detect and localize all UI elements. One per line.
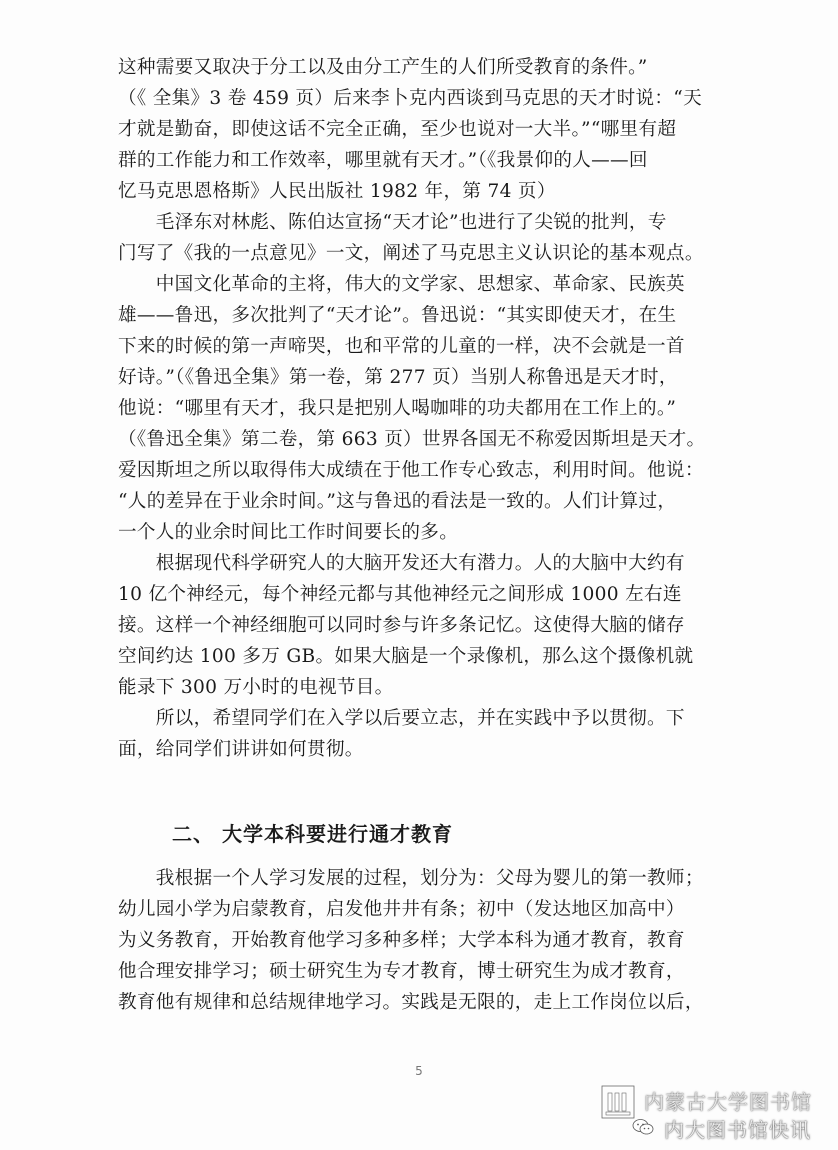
body-line: 门写了《我的一点意见》一文，阐述了马克思主义认识论的基本观点。 — [118, 243, 704, 264]
body-text-block — [118, 52, 730, 765]
body-line: 下来的时候的第一声啼哭，也和平常的儿童的一样，决不会就是一首 — [118, 336, 685, 357]
body-line: 根据现代科学研究人的大脑开发还大有潜力。人的大脑中大约有 — [118, 553, 685, 574]
body-line: 忆马克思恩格斯》人民出版社 1982 年，第 74 页） — [118, 181, 556, 202]
body-line: （《鲁迅全集》第二卷，第 663 页）世界各国无不称爱因斯坦是天才。 — [118, 429, 706, 450]
body-line: 能录下 300 万小时的电视节目。 — [118, 677, 394, 698]
watermark-title: 内蒙古大学图书馆 — [644, 1090, 812, 1114]
section-line: 他合理安排学习；硕士研究生为专才教育，博士研究生为成才教育， — [118, 961, 685, 982]
section-text-block — [118, 863, 730, 1018]
body-line: 群的工作能力和工作效率，哪里就有天才。”（《我景仰的人——回 — [118, 150, 648, 171]
body-line: “人的差异在于业余时间。”这与鲁迅的看法是一致的。人们计算过， — [118, 491, 677, 512]
body-line: 中国文化革命的主将，伟大的文学家、思想家、革命家、民族英 — [118, 274, 685, 295]
body-line: 一个人的业余时间比工作时间要长的多。 — [118, 522, 459, 543]
body-line: （《 全集》3 卷 459 页）后来李卜克内西谈到马克思的天才时说：“天 — [118, 88, 702, 109]
library-logo-icon — [600, 1084, 636, 1120]
watermark — [592, 1080, 832, 1146]
body-line: 10 亿个神经元，每个神经元都与其他神经元之间形成 1000 左右连 — [118, 584, 682, 605]
body-line: 空间约达 100 多万 GB。如果大脑是一个录像机，那么这个摄像机就 — [118, 646, 694, 667]
body-line: 面，给同学们讲讲如何贯彻。 — [118, 739, 364, 760]
body-line: 好诗。”（《鲁迅全集》第一卷，第 277 页）当别人称鲁迅是天才时， — [118, 367, 678, 388]
section-line: 为义务教育，开始教育他学习多种多样；大学本科为通才教育，教育 — [118, 930, 685, 951]
page-number: 5 — [415, 1064, 423, 1078]
body-line: 才就是勤奋，即使这话不完全正确，至少也说对一大半。”“哪里有超 — [118, 119, 677, 140]
body-line: 毛泽东对林彪、陈伯达宣扬“天才论”也进行了尖锐的批判，专 — [118, 212, 667, 233]
body-line: 接。这样一个神经细胞可以同时参与许多条记忆。这使得大脑的储存 — [118, 615, 685, 636]
body-line: 雄——鲁迅，多次批判了“天才论”。鲁迅说：“其实即使天才，在生 — [118, 305, 677, 326]
body-line: 这种需要又取决于分工以及由分工产生的人们所受教育的条件。” — [118, 57, 648, 78]
section-heading: 二、 大学本科要进行通才教育 — [172, 822, 453, 846]
section-line: 教育他有规律和总结规律地学习。实践是无限的，走上工作岗位以后， — [118, 992, 704, 1013]
wechat-icon — [632, 1118, 654, 1136]
body-line: 所以，希望同学们在入学以后要立志，并在实践中予以贯彻。下 — [118, 708, 685, 729]
section-line: 我根据一个人学习发展的过程，划分为：父母为婴儿的第一教师； — [118, 868, 704, 889]
watermark-account: 内大图书馆快讯 — [664, 1118, 811, 1142]
body-line: 他说：“哪里有天才，我只是把别人喝咖啡的功夫都用在工作上的。” — [118, 398, 677, 419]
section-line: 幼儿园小学为启蒙教育，启发他井井有条；初中（发达地区加高中） — [118, 899, 685, 920]
body-line: 爱因斯坦之所以取得伟大成绩在于他工作专心致志，利用时间。他说： — [118, 460, 704, 481]
